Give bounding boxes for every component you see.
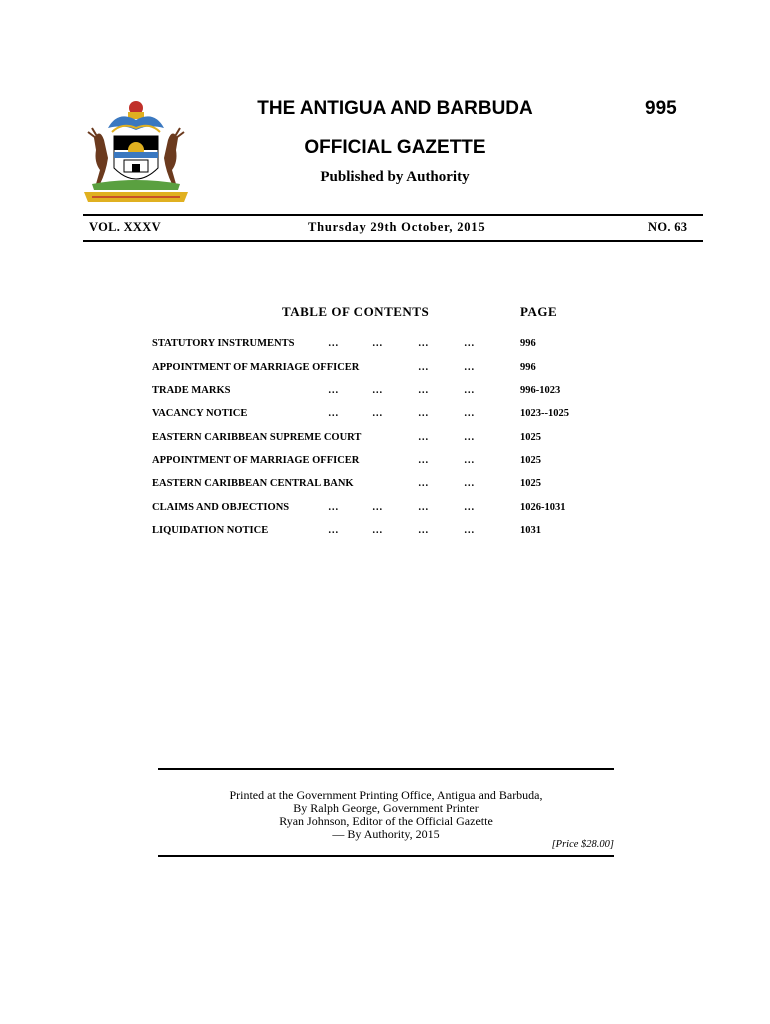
toc-leader: … — [464, 502, 475, 513]
toc-leader: … — [464, 338, 475, 349]
volume: VOL. XXXV — [89, 220, 161, 234]
toc-entry-label: EASTERN CARIBBEAN SUPREME COURT — [152, 432, 362, 443]
toc-entry-label: CLAIMS AND OBJECTIONS — [152, 502, 290, 513]
toc-leader: … — [464, 408, 475, 419]
toc-entry — [152, 408, 632, 424]
toc-entry-label: APPOINTMENT OF MARRIAGE OFFICER — [152, 455, 360, 466]
toc-leader: … — [372, 385, 383, 396]
footer-rule-bottom — [158, 855, 614, 857]
toc-leader: … — [418, 525, 429, 536]
issue-date: Thursday 29th October, 2015 — [308, 220, 486, 234]
toc-entry — [152, 338, 632, 354]
toc-entry — [152, 478, 632, 494]
toc-leader: … — [328, 408, 339, 419]
toc-entry-label: STATUTORY INSTRUMENTS — [152, 338, 295, 349]
toc-leader: … — [464, 385, 475, 396]
toc-entry-page: 996 — [520, 338, 536, 349]
header-rule — [83, 214, 703, 216]
footer-printed-at: Printed at the Government Printing Office, Antigua and Barbuda, — [229, 788, 543, 802]
toc-leader: … — [372, 338, 383, 349]
toc-entry — [152, 362, 632, 378]
toc-entry-page: 1031 — [520, 525, 541, 536]
toc-leader: … — [418, 502, 429, 513]
toc-entry-label: TRADE MARKS — [152, 385, 231, 396]
footer-authority: — By Authority, 2015 — [332, 827, 440, 841]
issue-rule — [83, 240, 703, 242]
toc-leader: … — [418, 478, 429, 489]
toc-leader: … — [418, 432, 429, 443]
toc-leader: … — [328, 385, 339, 396]
toc-leader: … — [328, 525, 339, 536]
toc-leader: … — [464, 432, 475, 443]
toc-entry — [152, 455, 632, 471]
toc-entry-page: 1025 — [520, 478, 541, 489]
footer-rule-top — [158, 768, 614, 770]
toc-entry — [152, 432, 632, 448]
toc-entry — [152, 525, 632, 541]
issue-number: NO. 63 — [648, 220, 688, 234]
toc-leader: … — [418, 385, 429, 396]
gazette-title: THE ANTIGUA AND BARBUDA — [257, 98, 533, 119]
published-by: Published by Authority — [320, 169, 470, 185]
toc-entry-page: 996-1023 — [520, 385, 561, 396]
toc-leader: … — [372, 408, 383, 419]
toc-page-heading: PAGE — [520, 304, 558, 319]
toc-leader: … — [372, 502, 383, 513]
toc-leader: … — [464, 478, 475, 489]
toc-leader: … — [418, 408, 429, 419]
gazette-subtitle: OFFICIAL GAZETTE — [304, 137, 486, 158]
toc-leader: … — [372, 525, 383, 536]
toc-leader: … — [464, 455, 475, 466]
toc-entry-page: 1023--1025 — [520, 408, 569, 419]
toc-entry-label: VACANCY NOTICE — [152, 408, 248, 419]
toc-leader: … — [464, 362, 475, 373]
toc-leader: … — [418, 362, 429, 373]
toc-entry-label: LIQUIDATION NOTICE — [152, 525, 269, 536]
toc-entry-page: 1025 — [520, 432, 541, 443]
toc-entry-label: APPOINTMENT OF MARRIAGE OFFICER — [152, 362, 360, 373]
toc-entry — [152, 502, 632, 518]
toc-entry-page: 1025 — [520, 455, 541, 466]
price: [Price $28.00] — [551, 839, 614, 850]
toc-leader: … — [464, 525, 475, 536]
toc-entry — [152, 385, 632, 401]
toc-heading: TABLE OF CONTENTS — [282, 304, 430, 319]
toc-leader: … — [418, 455, 429, 466]
toc-leader: … — [328, 338, 339, 349]
page-number: 995 — [645, 98, 677, 119]
toc-entry-label: EASTERN CARIBBEAN CENTRAL BANK — [152, 478, 354, 489]
toc-leader: … — [328, 502, 339, 513]
footer-editor: Ryan Johnson, Editor of the Official Gazette — [279, 814, 493, 828]
footer-printer: By Ralph George, Government Printer — [293, 801, 479, 815]
toc-entry-page: 1026-1031 — [520, 502, 566, 513]
toc-leader: … — [418, 338, 429, 349]
toc-entry-page: 996 — [520, 362, 536, 373]
